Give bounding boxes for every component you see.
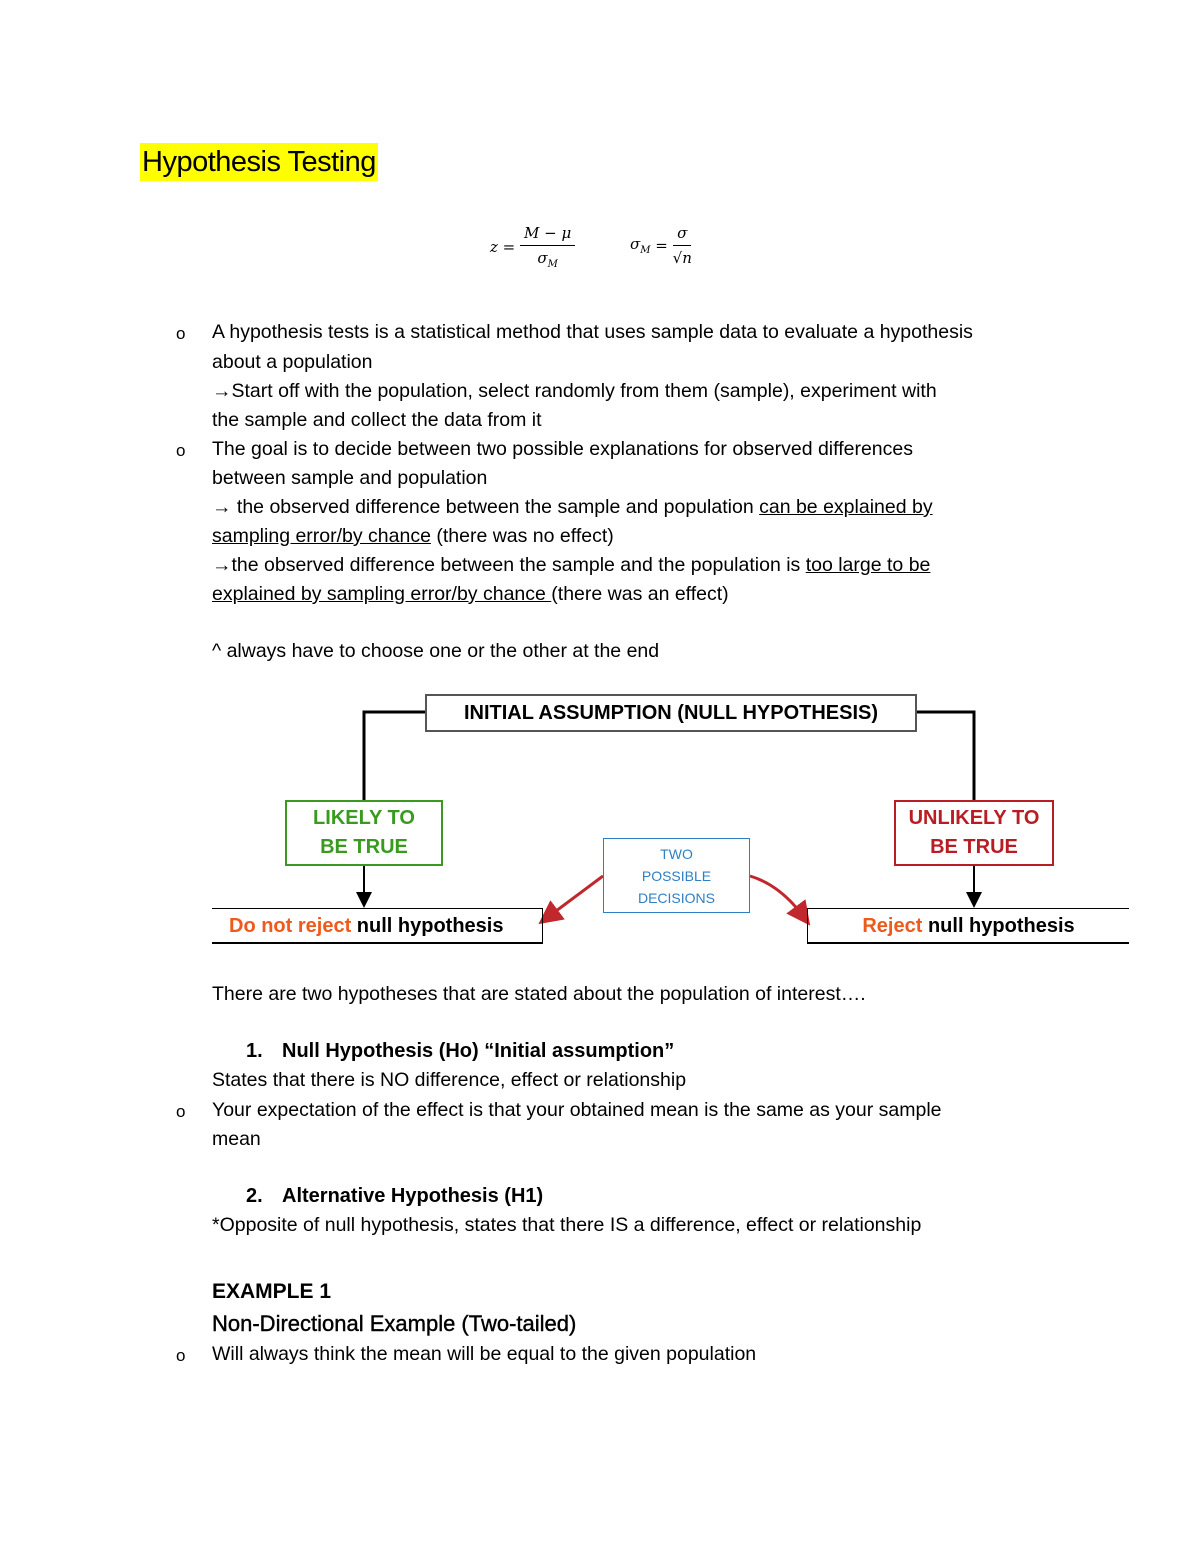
initial-assumption-box (425, 694, 917, 732)
do-not-reject-box (212, 908, 543, 944)
bullet2-line5-underlined: too large to be (805, 554, 931, 576)
alternative-hypothesis-heading (246, 1182, 543, 1211)
bullet2-line5 (212, 551, 930, 580)
alternative-hypothesis-desc: *Opposite of null hypothesis, states that there IS a difference, effect or relationship (212, 1214, 922, 1236)
unlikely-label-line1: UNLIKELY TO (908, 807, 1040, 829)
bullet1-line2: about a population (212, 351, 373, 373)
likely-label-line1: LIKELY TO (313, 807, 415, 829)
choose-note: ^ always have to choose one or the other at the end (212, 640, 660, 662)
null-bullet-line1: Your expectation of the effect is that your obtained mean is the same as your sample (212, 1099, 942, 1121)
two-decisions-line2: POSSIBLE (641, 867, 712, 884)
likely-label-line2: BE TRUE (320, 836, 408, 858)
null-bullet-line2: mean (212, 1128, 261, 1150)
bullet2-line6-text: (there was an effect) (551, 583, 729, 605)
null-hypothesis-desc: States that there is NO difference, effect or relationship (212, 1069, 687, 1091)
null-hypothesis-number: 1. (246, 1040, 263, 1062)
alternative-hypothesis-number: 2. (246, 1185, 263, 1207)
reject-rest: null hypothesis (922, 915, 1075, 937)
bullet1-line4: the sample and collect the data from it (212, 409, 542, 431)
se-denominator: √n (672, 249, 692, 267)
bullet2-line2: between sample and population (212, 467, 488, 489)
z-den-sub: M (547, 259, 558, 270)
bullet-marker: o (176, 441, 186, 460)
null-hypothesis-heading (246, 1037, 674, 1066)
standard-error-formula (630, 224, 692, 267)
bullet2-line4-text: (there was no effect) (430, 525, 614, 547)
bullet2-line5-text: →the observed difference between the sample and the population is (212, 554, 806, 576)
bullet-marker: o (176, 1102, 186, 1121)
left-connector (364, 712, 426, 800)
hypotheses-intro: There are two hypotheses that are stated about the population of interest…. (212, 983, 866, 1005)
alternative-hypothesis-title: Alternative Hypothesis (H1) (282, 1185, 544, 1207)
z-lhs: z = (490, 238, 516, 256)
two-decisions-line3: DECISIONS (637, 889, 715, 906)
bullet2-line3-underlined: can be explained by (759, 496, 933, 518)
page-title: Hypothesis Testing (140, 143, 378, 181)
z-fraction (520, 224, 575, 270)
unlikely-true-box (894, 800, 1054, 866)
z-numerator: M − μ (520, 224, 575, 246)
likely-true-box (285, 800, 443, 866)
se-lhs-sub: M (640, 245, 651, 256)
example-title: EXAMPLE 1 (212, 1280, 332, 1303)
bullet1-line1: A hypothesis tests is a statistical method that uses sample data to evaluate a hypothesis (212, 321, 973, 343)
bullet2-line6-underlined: explained by sampling error/by chance (212, 583, 552, 605)
bullet1-line3: →Start off with the population, select randomly from them (sample), experiment with (212, 380, 937, 402)
reject-accent: Reject (862, 915, 923, 937)
do-not-reject-rest: null hypothesis (351, 915, 504, 937)
example-subtitle: Non-Directional Example (Two-tailed) (212, 1311, 577, 1336)
bullet2-line1: The goal is to decide between two possible explanations for observed differences (212, 438, 913, 460)
se-numerator: σ (673, 224, 691, 246)
two-decisions-line1: TWO (660, 845, 693, 862)
decision-arrow-left (548, 876, 603, 917)
reject-box (807, 908, 1129, 944)
two-decisions-box (603, 838, 750, 913)
bullet2-line4-underlined: sampling error/by chance (212, 525, 431, 547)
unlikely-label-line2: BE TRUE (930, 836, 1018, 858)
se-eq: = (655, 236, 668, 255)
bullet2-line3 (212, 493, 933, 522)
bullet2-line4 (212, 522, 614, 551)
initial-assumption-label: INITIAL ASSUMPTION (NULL HYPOTHESIS) (463, 701, 879, 724)
bullet2-line6 (212, 580, 729, 609)
right-connector (917, 712, 974, 800)
se-fraction (673, 224, 692, 267)
decision-arrow-right (750, 876, 803, 916)
bullet-marker: o (176, 324, 186, 343)
z-score-formula (490, 224, 575, 270)
z-den-sigma: σ (537, 249, 548, 267)
z-denominator (537, 246, 558, 270)
bullet2-line3-text: → the observed difference between the sample and population (212, 496, 760, 518)
null-hypothesis-title: Null Hypothesis (Ho) “Initial assumption” (282, 1040, 675, 1062)
se-lhs-sigma: σ (630, 235, 641, 253)
do-not-reject-accent: Do not reject (229, 915, 352, 937)
se-lhs (630, 235, 651, 256)
example-bullet: Will always think the mean will be equal to the given population (212, 1343, 757, 1365)
bullet-marker: o (176, 1346, 186, 1365)
